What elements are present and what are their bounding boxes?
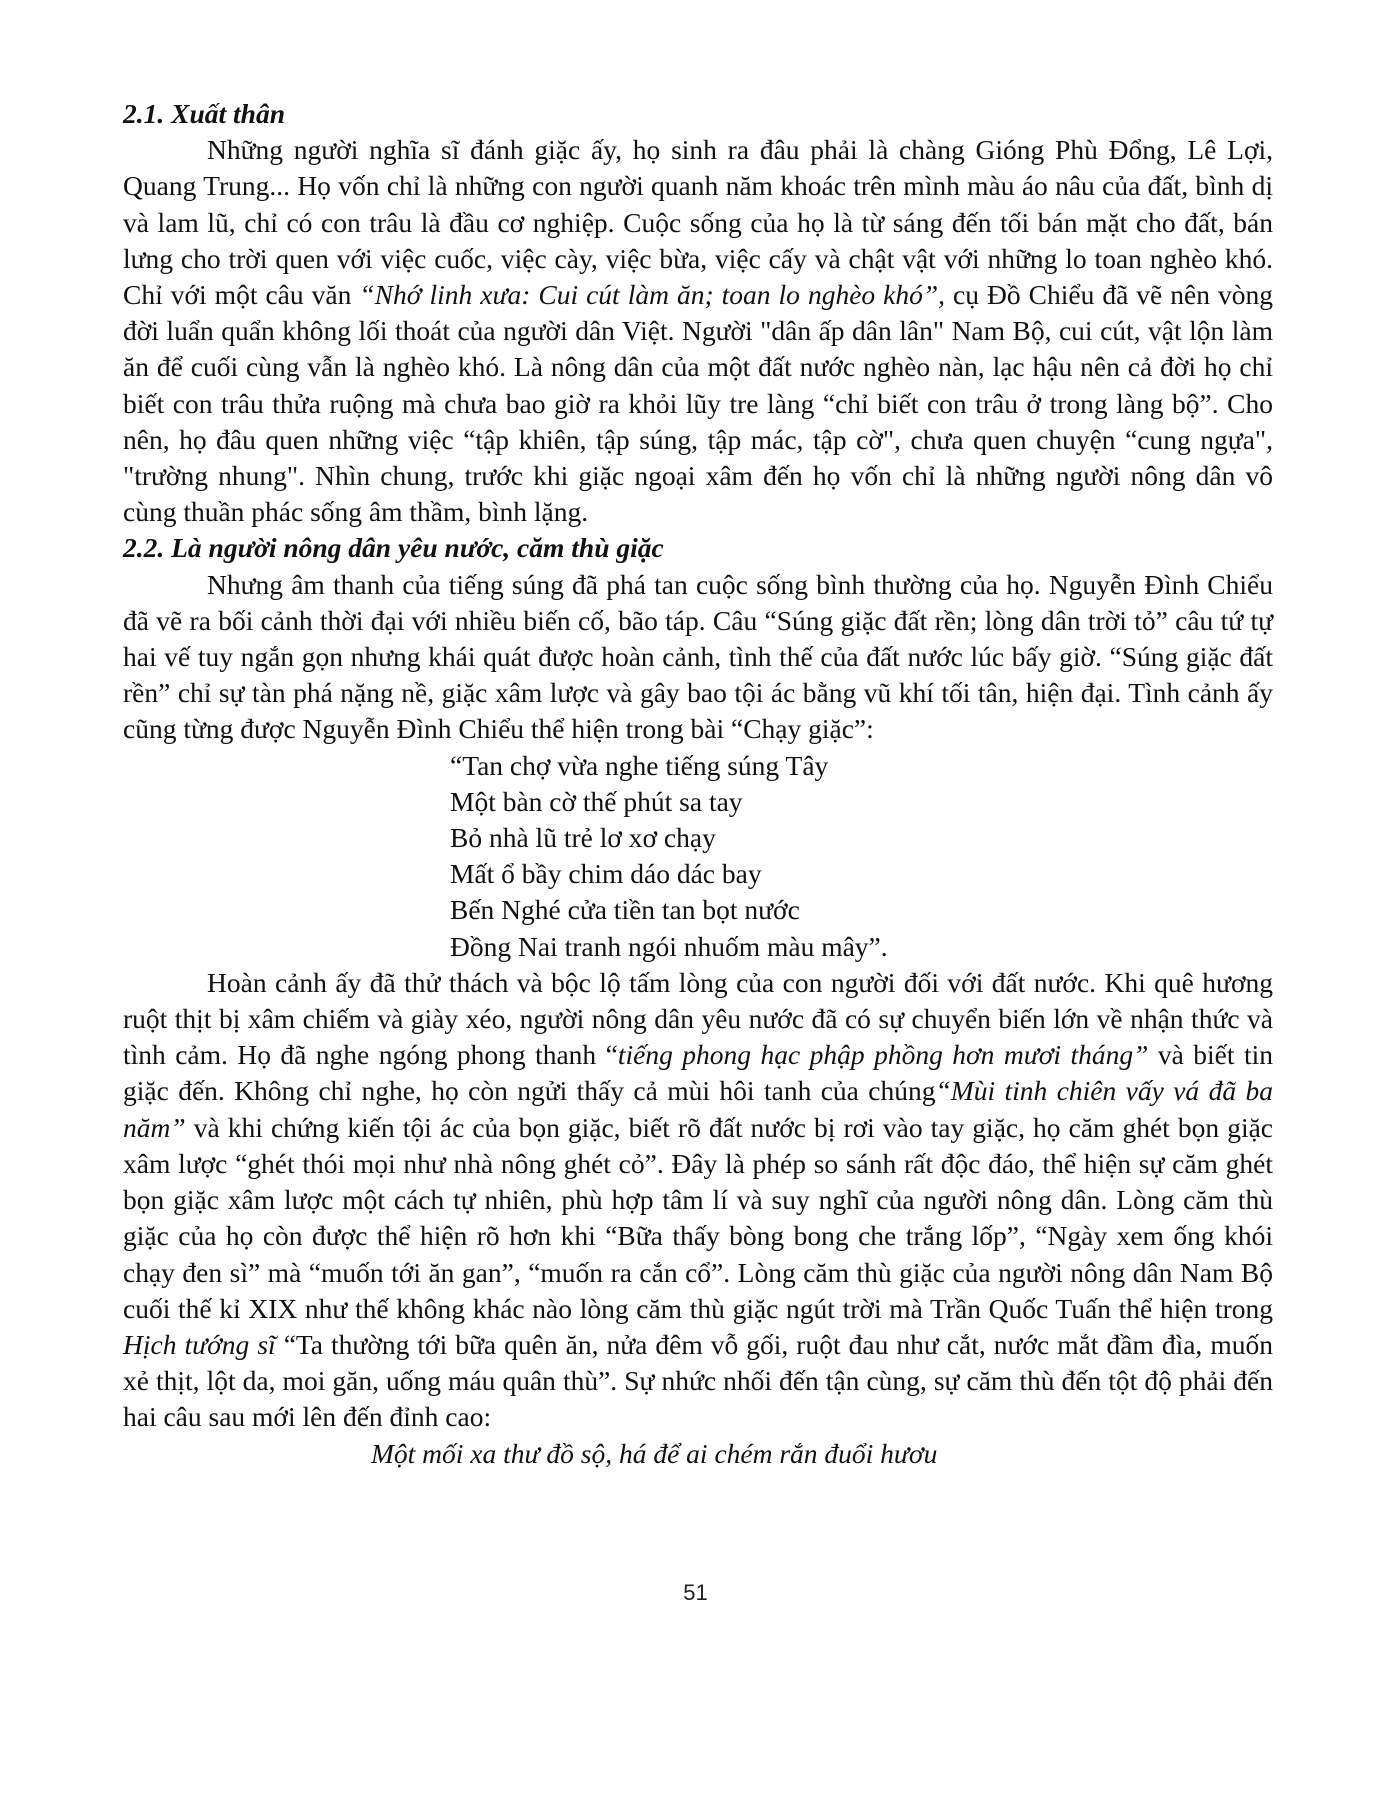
- verse-line: “Tan chợ vừa nghe tiếng súng Tây: [450, 749, 829, 781]
- quote-run: “Mùi tinh chiên vấy vá đã ba năm”: [123, 1075, 1273, 1143]
- verse-line: Một bàn cờ thế phút sa tay: [450, 785, 743, 817]
- text-run: và biết tin giặc đến. Không chỉ nghe, họ còn ngửi thấy cả mùi hôi tanh của chúng: [123, 1039, 1273, 1107]
- verse-line: Bỏ nhà lũ trẻ lơ xơ chạy: [450, 822, 716, 854]
- patriot-paragraph-2: [123, 965, 1273, 1436]
- text-run: cụ Đồ Chiểu đã vẽ nên vòng đời luẩn quẩn không lối thoát của người dân Việt. Người "dân ấp dân lân" Nam Bộ, cui cút, vật lộn làm ăn để cuối cùng vẫn là nghèo khó. Là nông dân của một đất nước nghèo nàn, lạc hậu nên cả đời họ chỉ biết con trâu thửa ruộng mà chưa bao giờ ra khỏi lũy tre làng “chỉ biết con trâu ở trong làng bộ”. Cho nên, họ đâu quen những việc “tập khiên, tập súng, tập mác, tập cờ", chưa quen chuyện “cung ngựa", "trường nhung". Nhìn chung, trước khi giặc ngoại xâm đến họ vốn chỉ là những người nông dân vô cùng thuần phác sống âm thầm, bình lặng.: [123, 279, 1273, 528]
- closing-quote: Một mối xa thư đồ sộ, há để ai chém rắn đuổi hươu: [371, 1437, 938, 1469]
- page-number: 51: [683, 1580, 708, 1605]
- verse-line: Đồng Nai tranh ngói nhuốm màu mây”.: [450, 930, 888, 962]
- origin-paragraph: [123, 132, 1273, 530]
- text-run: Hoàn cảnh ấy đã thử thách và bộc lộ tấm lòng của con người đối với đất nước. Khi quê hương ruột thịt bị xâm chiếm và giày xéo, người nông dân yêu nước đã có sự chuyển biến lớn về nhận thức và tình cảm. Họ đã nghe ngóng phong thanh “: [123, 966, 1273, 1071]
- title-run: Hịch tướng sĩ: [123, 1328, 276, 1360]
- poem-verse: [123, 748, 1273, 965]
- quote-run: tiếng phong hạc phập phồng hơn mươi tháng”: [617, 1039, 1149, 1071]
- section-heading-origin: 2.1. Xuất thân: [123, 98, 286, 129]
- quote-run: “Nhớ linh xưa: Cui cút làm ăn; toan lo nghèo khó”,: [359, 279, 946, 311]
- verse-line: Mất ổ bầy chim dáo dác bay: [450, 858, 762, 890]
- section-heading-patriot: 2.2. Là người nông dân yêu nước, căm thù giặc: [123, 532, 664, 564]
- text-run: “Ta thường tới bữa quên ăn, nửa đêm vỗ gối, ruột đau như cắt, nước mắt đầm đìa, muốn xẻ thịt, lột da, moi găn, uống máu quân thù”. Sự nhức nhối đến tận cùng, sự căm thù đến tột độ phải đến hai câu sau mới lên đến đỉnh cao:: [123, 1328, 1273, 1433]
- page-content: [123, 96, 1273, 1472]
- patriot-paragraph-1: Nhưng âm thanh của tiếng súng đã phá tan cuộc sống bình thường của họ. Nguyễn Đình Chiểu đã vẽ ra bối cảnh thời đại với nhiều biến cố, bão táp. Câu “Súng giặc đất rền; lòng dân trời tỏ” câu tứ tự hai vế tuy ngắn gọn nhưng khái quát được hoàn cảnh, tình thế của đất nước lúc bấy giờ. “Súng giặc đất rền” chỉ sự tàn phá nặng nề, giặc xâm lược và gây bao tội ác bằng vũ khí tối tân, hiện đại. Tình cảnh ấy cũng từng được Nguyễn Đình Chiểu thể hiện trong bài “Chạy giặc”:: [123, 568, 1273, 745]
- verse-line: Bến Nghé cửa tiền tan bọt nước: [450, 894, 800, 926]
- text-run: và khi chứng kiến tội ác của bọn giặc, biết rõ đất nước bị rơi vào tay giặc, họ căm ghét bọn giặc xâm lược “ghét thói mọi như nhà nông ghét cỏ”. Đây là phép so sánh rất độc đáo, thể hiện sự căm ghét bọn giặc xâm lược một cách tự nhiên, phù hợp tâm lí và suy nghĩ của người nông dân. Lòng căm thù giặc của họ còn được thể hiện rõ hơn khi “Bữa thấy bòng bong che trắng lốp”, “Ngày xem ống khói chạy đen sì” mà “muốn tới ăn gan”, “muốn ra cắn cổ”. Lòng căm thù giặc của người nông dân Nam Bộ cuối thế kỉ XIX như thế không khác nào lòng căm thù giặc ngút trời mà Trần Quốc Tuấn thể hiện trong: [123, 1111, 1273, 1324]
- text-run: Những người nghĩa sĩ đánh giặc ấy, họ sinh ra đâu phải là chàng Gióng Phù Đổng, Lê Lợi, Quang Trung... Họ vốn chỉ là những con người quanh năm khoác trên mình màu áo nâu của đất, bình dị và lam lũ, chỉ có con trâu là đầu cơ nghiệp. Cuộc sống của họ là từ sáng đến tối bán mặt cho đất, bán lưng cho trời quen với việc cuốc, việc cày, việc bừa, việc cấy và chật vật với những lo toan nghèo khó. Chỉ với một câu văn: [123, 134, 1273, 311]
